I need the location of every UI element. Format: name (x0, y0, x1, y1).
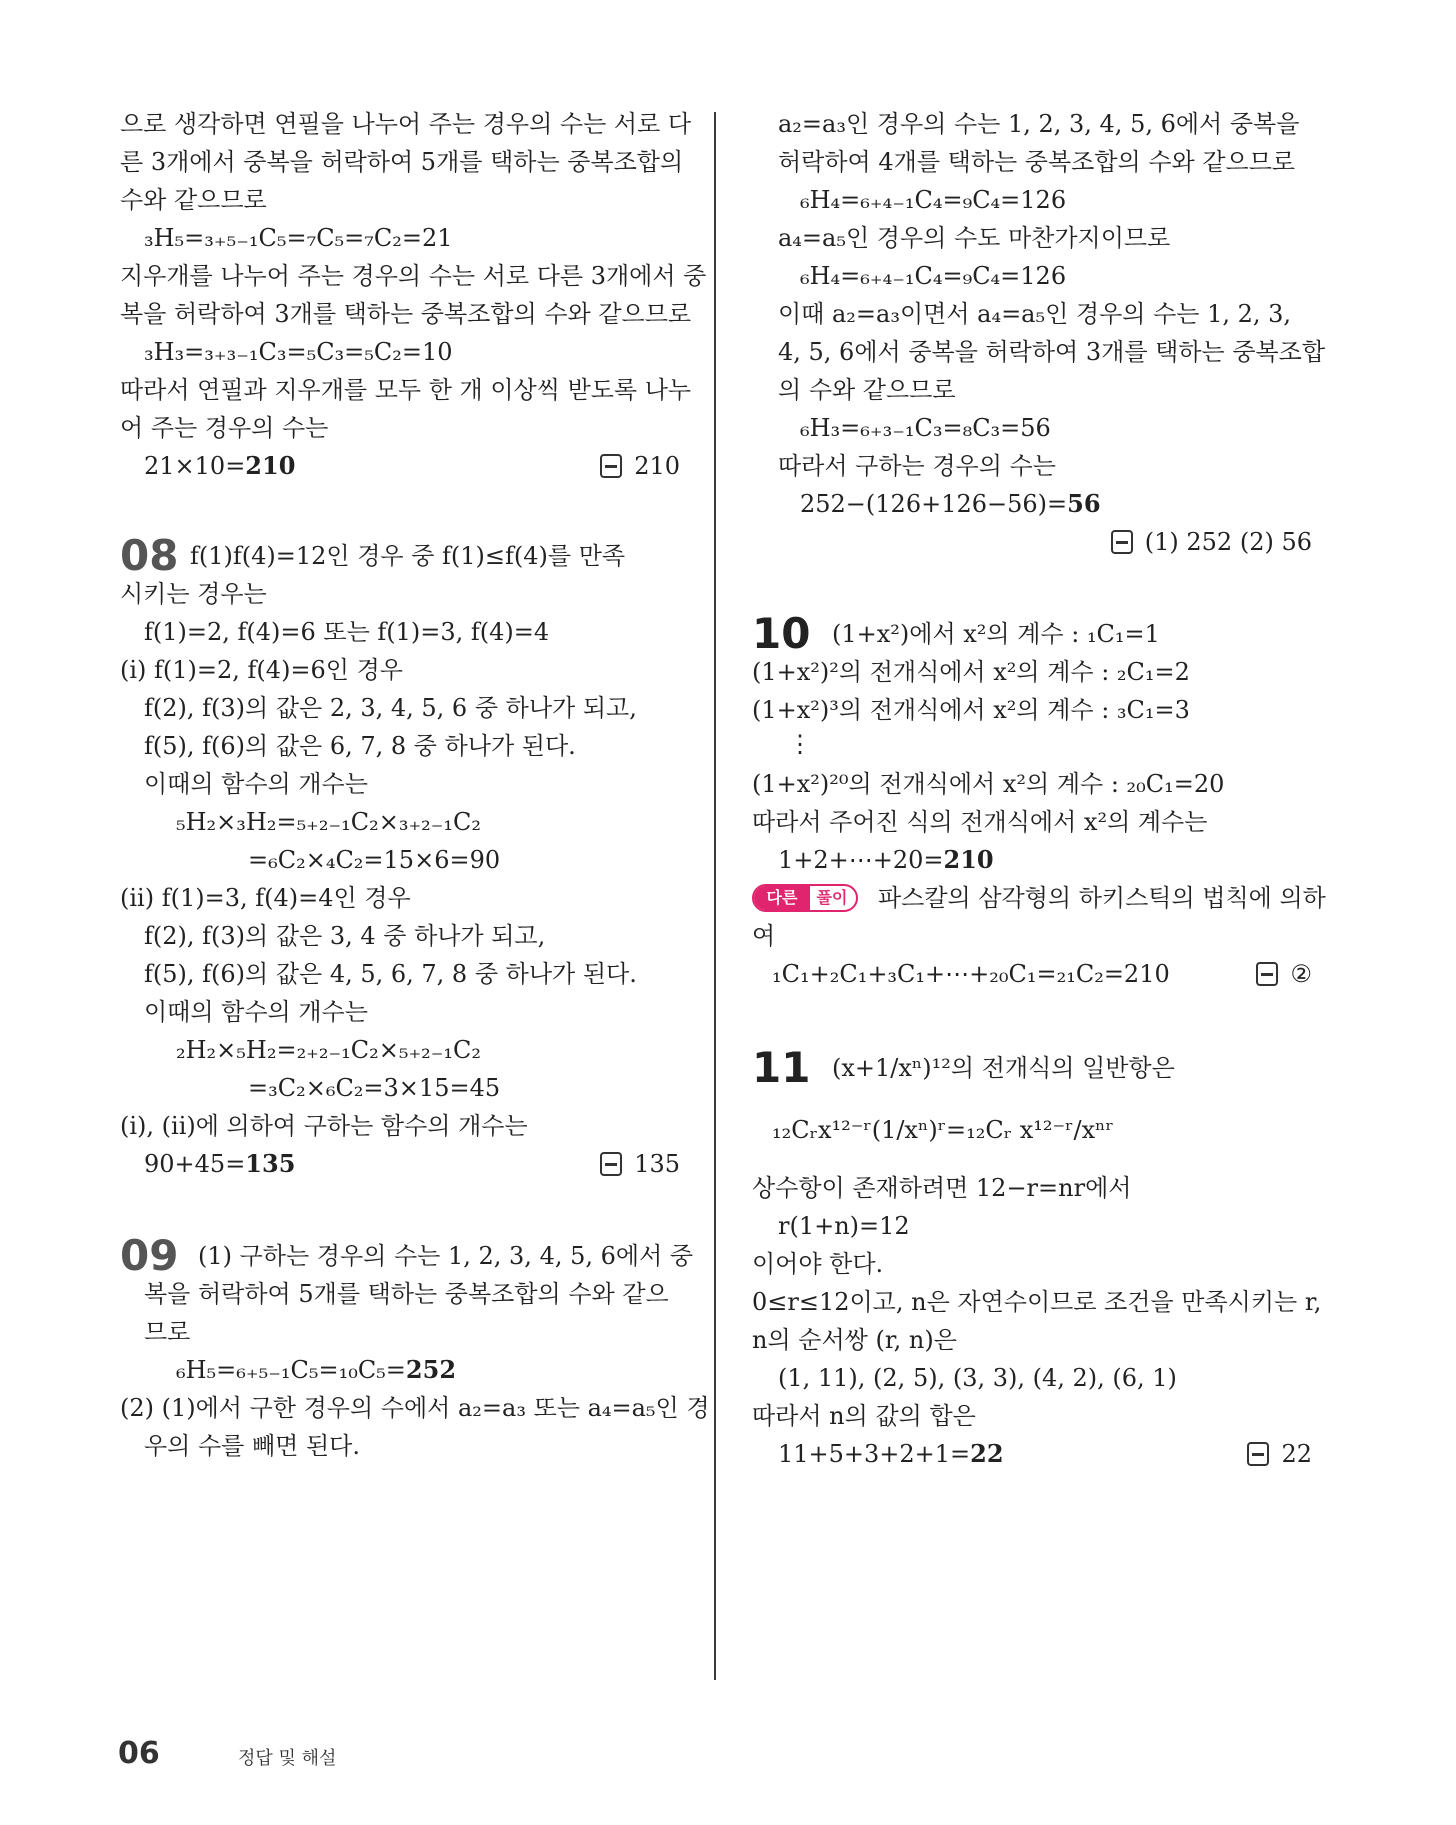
answer (600, 1148, 680, 1180)
formula-line: f(1)=2, f(4)=6 또는 f(1)=3, f(4)=4 (144, 618, 550, 646)
text-line: f(5), f(6)의 값은 6, 7, 8 중 하나가 된다. (144, 732, 576, 760)
formula-text: ₆H₅=₆₊₅₋₁C₅=₁₀C₅= (176, 1356, 406, 1384)
text-line: 상수항이 존재하려면 12−r=nr에서 (752, 1174, 1132, 1202)
result-value: 210 (245, 451, 296, 480)
badge-label: 풀이 (816, 888, 848, 907)
text-line: 으로 생각하면 연필을 나누어 주는 경우의 수는 서로 다 (120, 110, 692, 138)
answer (1256, 958, 1312, 990)
formula-line: ₁₂Cᵣx¹²⁻ʳ(1/xⁿ)ʳ=₁₂Cᵣ x¹²⁻ʳ/xⁿʳ (772, 1116, 1114, 1144)
formula-text: 90+45= (144, 1150, 246, 1178)
answer-value: (1) 252 (2) 56 (1144, 528, 1312, 556)
text-line: 이때 a₂=a₃이면서 a₄=a₅인 경우의 수는 1, 2, 3, (778, 300, 1292, 328)
answer-icon (1256, 962, 1278, 986)
problem-number: 10 (752, 609, 811, 658)
case-heading: (ii) f(1)=3, f(4)=4인 경우 (120, 884, 411, 912)
answer-icon (600, 454, 622, 478)
formula-line (800, 488, 1101, 520)
answer-value: ② (1290, 960, 1312, 988)
alternative-solution-badge (752, 884, 858, 912)
formula-line: ₂H₂×₅H₂=₂₊₂₋₁C₂×₅₊₂₋₁C₂ (176, 1036, 482, 1064)
result-value: 135 (245, 1149, 296, 1178)
formula-line: ₆H₄=₆₊₄₋₁C₄=₉C₄=126 (800, 262, 1067, 290)
answer-icon (1247, 1442, 1269, 1466)
text-line: f(1)f(4)=12인 경우 중 f(1)≤f(4)를 만족 (190, 542, 626, 570)
badge-label: 다른 (754, 886, 810, 910)
text-line: 이때의 함수의 개수는 (144, 770, 368, 798)
text-line: 파스칼의 삼각형의 하키스틱의 법칙에 의하 (878, 884, 1326, 912)
text-line: f(5), f(6)의 값은 4, 5, 6, 7, 8 중 하나가 된다. (144, 960, 637, 988)
text-line: (1+x²)에서 x²의 계수 : ₁C₁=1 (832, 620, 1160, 648)
answer (1247, 1438, 1312, 1470)
text-line: (i), (ii)에 의하여 구하는 함수의 개수는 (120, 1112, 528, 1140)
answer-value: 135 (634, 1150, 680, 1178)
text-line: 어 주는 경우의 수는 (120, 414, 329, 442)
text-line: 복을 허락하여 5개를 택하는 중복조합의 수와 같으 (144, 1280, 669, 1308)
section-title: 정답 및 해설 (238, 1748, 337, 1769)
result-value: 210 (943, 845, 994, 874)
text-line: 이어야 한다. (752, 1250, 884, 1278)
formula-line: ₁C₁+₂C₁+₃C₁+⋯+₂₀C₁=₂₁C₂=210 (772, 960, 1170, 988)
text-line: 따라서 연필과 지우개를 모두 한 개 이상씩 받도록 나누 (120, 376, 692, 404)
formula-line: (1, 11), (2, 5), (3, 3), (4, 2), (6, 1) (778, 1364, 1177, 1392)
text-line: 따라서 주어진 식의 전개식에서 x²의 계수는 (752, 808, 1208, 836)
formula-text: 252−(126+126−56)= (800, 490, 1068, 518)
text-line: 4, 5, 6에서 중복을 허락하여 3개를 택하는 중복조합 (778, 338, 1326, 366)
formula-text: 21×10= (144, 452, 246, 480)
formula-line (778, 1438, 1004, 1470)
formula-line (144, 1148, 295, 1180)
text-line: a₄=a₅인 경우의 수도 마찬가지이므로 (778, 224, 1171, 252)
text-line: 시키는 경우는 (120, 580, 267, 608)
text-line: 따라서 구하는 경우의 수는 (778, 452, 1056, 480)
page-number: 06 (118, 1736, 160, 1771)
formula-line (144, 450, 295, 482)
text-line: a₂=a₃인 경우의 수는 1, 2, 3, 4, 5, 6에서 중복을 (778, 110, 1300, 138)
formula-line: ₅H₂×₃H₂=₅₊₂₋₁C₂×₃₊₂₋₁C₂ (176, 808, 482, 836)
formula-text: 1+2+⋯+20= (778, 846, 944, 874)
text-line: 따라서 n의 값의 합은 (752, 1402, 976, 1430)
formula-line: ₆H₃=₆₊₃₋₁C₃=₈C₃=56 (800, 414, 1051, 442)
text-line: 지우개를 나누어 주는 경우의 수는 서로 다른 3개에서 중 (120, 262, 707, 290)
text-line: 른 3개에서 중복을 허락하여 5개를 택하는 중복조합의 (120, 148, 684, 176)
result-value: 22 (970, 1439, 1004, 1468)
text-line: (1) 구하는 경우의 수는 1, 2, 3, 4, 5, 6에서 중 (198, 1242, 694, 1270)
formula-line: ₃H₃=₃₊₃₋₁C₃=₅C₃=₅C₂=10 (144, 338, 453, 366)
answer-icon (600, 1152, 622, 1176)
text-line: 우의 수를 빼면 된다. (144, 1432, 360, 1460)
answer (600, 450, 680, 482)
column-divider (714, 112, 716, 1680)
text-line: f(2), f(3)의 값은 2, 3, 4, 5, 6 중 하나가 되고, (144, 694, 637, 722)
result-value: 252 (405, 1355, 457, 1384)
text-line: (1+x²)³의 전개식에서 x²의 계수 : ₃C₁=3 (752, 696, 1190, 724)
text-line: 여 (752, 922, 776, 950)
problem-number: 11 (752, 1043, 811, 1092)
text-line: 므로 (144, 1318, 191, 1346)
formula-line: r(1+n)=12 (778, 1212, 910, 1240)
problem-number: 08 (120, 531, 179, 580)
text-line: (1+x²)²의 전개식에서 x²의 계수 : ₂C₁=2 (752, 658, 1190, 686)
answer (1111, 526, 1312, 558)
result-value: 56 (1067, 489, 1101, 518)
formula-line (176, 1354, 456, 1386)
ellipsis: ⋮ (788, 730, 812, 758)
text-line: 의 수와 같으므로 (778, 376, 956, 404)
text-line: 이때의 함수의 개수는 (144, 998, 368, 1026)
text-line: n의 순서쌍 (r, n)은 (752, 1326, 957, 1354)
text-line: 수와 같으므로 (120, 186, 267, 214)
text-line: f(2), f(3)의 값은 3, 4 중 하나가 되고, (144, 922, 546, 950)
formula-line (778, 844, 994, 876)
formula-line: ₃H₅=₃₊₅₋₁C₅=₇C₅=₇C₂=21 (144, 224, 453, 252)
case-heading: (i) f(1)=2, f(4)=6인 경우 (120, 656, 403, 684)
text-line: 복을 허락하여 3개를 택하는 중복조합의 수와 같으므로 (120, 300, 692, 328)
formula-line: =₃C₂×₆C₂=3×15=45 (248, 1074, 501, 1102)
text-line: (2) (1)에서 구한 경우의 수에서 a₂=a₃ 또는 a₄=a₅인 경 (120, 1394, 710, 1422)
answer-value: 22 (1281, 1440, 1312, 1468)
text-line: 허락하여 4개를 택하는 중복조합의 수와 같으므로 (778, 148, 1296, 176)
answer-icon (1111, 530, 1133, 554)
formula-line: ₆H₄=₆₊₄₋₁C₄=₉C₄=126 (800, 186, 1067, 214)
text-line: 0≤r≤12이고, n은 자연수이므로 조건을 만족시키는 r, (752, 1288, 1322, 1316)
problem-number: 09 (120, 1231, 179, 1280)
formula-text: 11+5+3+2+1= (778, 1440, 971, 1468)
formula-line: =₆C₂×₄C₂=15×6=90 (248, 846, 501, 874)
answer-value: 210 (634, 452, 680, 480)
text-line: (1+x²)²⁰의 전개식에서 x²의 계수 : ₂₀C₁=20 (752, 770, 1225, 798)
text-line: (x+1/xⁿ)¹²의 전개식의 일반항은 (832, 1054, 1175, 1082)
